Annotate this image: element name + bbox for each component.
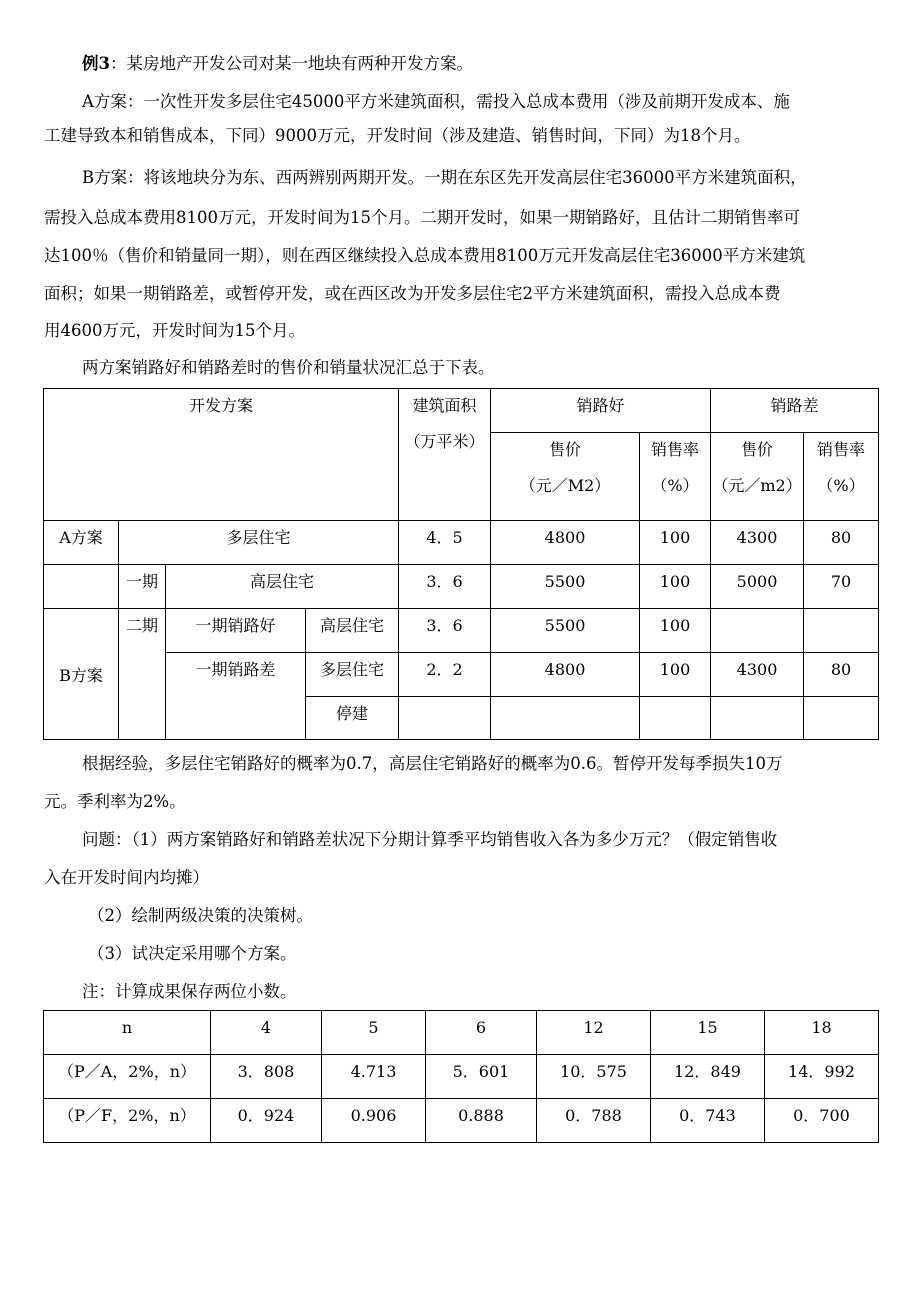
row-b2-good-bad-price xyxy=(711,609,804,653)
factor-cell: 4.713 xyxy=(322,1055,426,1099)
factor-header-cell: 18 xyxy=(765,1011,879,1055)
factor-cell: 12．849 xyxy=(651,1055,765,1099)
table-row-a xyxy=(44,521,879,565)
factor-cell: 0．788 xyxy=(537,1099,651,1143)
factor-cell: 14．992 xyxy=(765,1055,879,1099)
question-line-2: 入在开发时间内均摊） xyxy=(44,868,209,887)
row-a-bad-price: 4300 xyxy=(711,521,804,565)
factor-row-pa xyxy=(44,1055,879,1099)
plan-b-line-3: 达100％（售价和销量同一期），则在西区继续投入总成本费用8100万元开发高层住宅36000平方米建筑 xyxy=(44,246,806,265)
factor-cell: 0．743 xyxy=(651,1099,765,1143)
factor-table xyxy=(43,1010,879,1143)
row-a-label: A方案 xyxy=(44,521,119,565)
row-b2-good-cond: 一期销路好 xyxy=(166,609,306,653)
experience-line-1: 根据经验，多层住宅销路好的概率为0.7，高层住宅销路好的概率为0.6。暂停开发每季损失10万 xyxy=(82,754,783,773)
factor-cell: 3．808 xyxy=(211,1055,322,1099)
factor-cell: 10．575 xyxy=(537,1055,651,1099)
factor-cell: 0.906 xyxy=(322,1099,426,1143)
row-b2-phase: 二期 xyxy=(119,609,166,740)
row-a-area: 4．5 xyxy=(399,521,491,565)
row-b1-phase: 一期 xyxy=(119,565,166,609)
header-area: 建筑面积 （万平米） xyxy=(399,389,491,521)
row-b2-bad-good-price: 4800 xyxy=(491,653,640,697)
factor-header-cell: 4 xyxy=(211,1011,322,1055)
row-a-bad-rate: 80 xyxy=(804,521,879,565)
question-3: （3）试决定采用哪个方案。 xyxy=(88,944,297,963)
header-bad-price: 售价 （元／m2） xyxy=(711,433,804,521)
header-plan: 开发方案 xyxy=(44,389,399,521)
plan-b-line-5: 用4600万元，开发时间为15个月。 xyxy=(44,321,305,340)
factor-row-label: （P／A，2%，n） xyxy=(44,1055,211,1099)
experience-line-2: 元。季利率为2%。 xyxy=(44,792,186,811)
factor-header-cell: 12 xyxy=(537,1011,651,1055)
header-good-rate: 销售率 （%） xyxy=(640,433,711,521)
factor-header-row xyxy=(44,1011,879,1055)
plan-b-line-2: 需投入总成本费用8100万元，开发时间为15个月。二期开发时，如果一期销路好，且估计二期销售率可 xyxy=(44,208,800,227)
row-b2-good-good-rate: 100 xyxy=(640,609,711,653)
header-good: 销路好 xyxy=(491,389,711,433)
row-b1-good-price: 5500 xyxy=(491,565,640,609)
row-b1-type: 高层住宅 xyxy=(166,565,399,609)
row-b2-bad-cond: 一期销路差 xyxy=(166,653,306,740)
row-a-good-rate: 100 xyxy=(640,521,711,565)
row-b2-bad-good-rate: 100 xyxy=(640,653,711,697)
row-b2-stop-area xyxy=(399,697,491,740)
example-title xyxy=(44,52,918,76)
plan-a-line-2: 工建导致本和销售成本，下同）9000万元，开发时间（涉及建造、销售时间，下同）为18个月。 xyxy=(44,126,751,145)
row-b2-good-bad-rate xyxy=(804,609,879,653)
table-row-b2-good xyxy=(44,609,879,653)
factor-row-label: （P／F，2%，n） xyxy=(44,1099,211,1143)
example-intro: ：某房地产开发公司对某一地块有两种开发方案。 xyxy=(109,54,473,73)
row-b2-good-good-price: 5500 xyxy=(491,609,640,653)
row-b1-bad-price: 5000 xyxy=(711,565,804,609)
factor-header-n: n xyxy=(44,1011,211,1055)
row-b2-bad-type: 多层住宅 xyxy=(306,653,399,697)
factor-cell: 0．700 xyxy=(765,1099,879,1143)
factor-header-cell: 15 xyxy=(651,1011,765,1055)
example-label: 例3 xyxy=(82,54,110,73)
row-b2-good-area: 3．6 xyxy=(399,609,491,653)
row-a-type: 多层住宅 xyxy=(119,521,399,565)
factor-header-cell: 6 xyxy=(426,1011,537,1055)
row-b1-area: 3．6 xyxy=(399,565,491,609)
table-row-b1 xyxy=(44,565,879,609)
row-b2-bad-bad-price: 4300 xyxy=(711,653,804,697)
row-b-label: B方案 xyxy=(44,609,119,740)
factor-cell: 0.888 xyxy=(426,1099,537,1143)
plan-b-line-1: B方案：将该地块分为东、西两辨别两期开发。一期在东区先开发高层住宅36000平方米建筑面积， xyxy=(82,168,807,187)
note: 注：计算成果保存两位小数。 xyxy=(82,982,297,1001)
row-a-good-price: 4800 xyxy=(491,521,640,565)
row-b1-blank xyxy=(44,565,119,609)
plan-b-line-4: 面积；如果一期销路差，或暂停开发，或在西区改为开发多层住宅2平方米建筑面积，需投入总成本费 xyxy=(44,284,781,303)
row-b2-stop-bad-rate xyxy=(804,697,879,740)
factor-header-cell: 5 xyxy=(322,1011,426,1055)
plan-a-line-1: A方案：一次性开发多层住宅45000平方米建筑面积，需投入总成本费用（涉及前期开发成本、施 xyxy=(82,92,790,111)
table-row-b2-bad xyxy=(44,653,879,697)
row-b2-good-type: 高层住宅 xyxy=(306,609,399,653)
factor-cell: 5．601 xyxy=(426,1055,537,1099)
header-bad-rate: 销售率 （%） xyxy=(804,433,879,521)
row-b2-stop-type: 停建 xyxy=(306,697,399,740)
question-line-1: 问题：（1）两方案销路好和销路差状况下分期计算季平均销售收入各为多少万元？（假定销售收 xyxy=(82,830,778,849)
row-b2-stop-good-price xyxy=(491,697,640,740)
question-2: （2）绘制两级决策的决策树。 xyxy=(88,906,313,925)
factor-cell: 0．924 xyxy=(211,1099,322,1143)
row-b2-stop-bad-price xyxy=(711,697,804,740)
header-bad: 销路差 xyxy=(711,389,879,433)
row-b2-bad-bad-rate: 80 xyxy=(804,653,879,697)
row-b1-good-rate: 100 xyxy=(640,565,711,609)
factor-row-pf xyxy=(44,1099,879,1143)
table-intro: 两方案销路好和销路差时的售价和销量状况汇总于下表。 xyxy=(82,358,495,377)
header-good-price: 售价 （元／M2） xyxy=(491,433,640,521)
row-b2-bad-area: 2．2 xyxy=(399,653,491,697)
row-b2-stop-good-rate xyxy=(640,697,711,740)
row-b1-bad-rate: 70 xyxy=(804,565,879,609)
sales-table xyxy=(43,388,879,740)
